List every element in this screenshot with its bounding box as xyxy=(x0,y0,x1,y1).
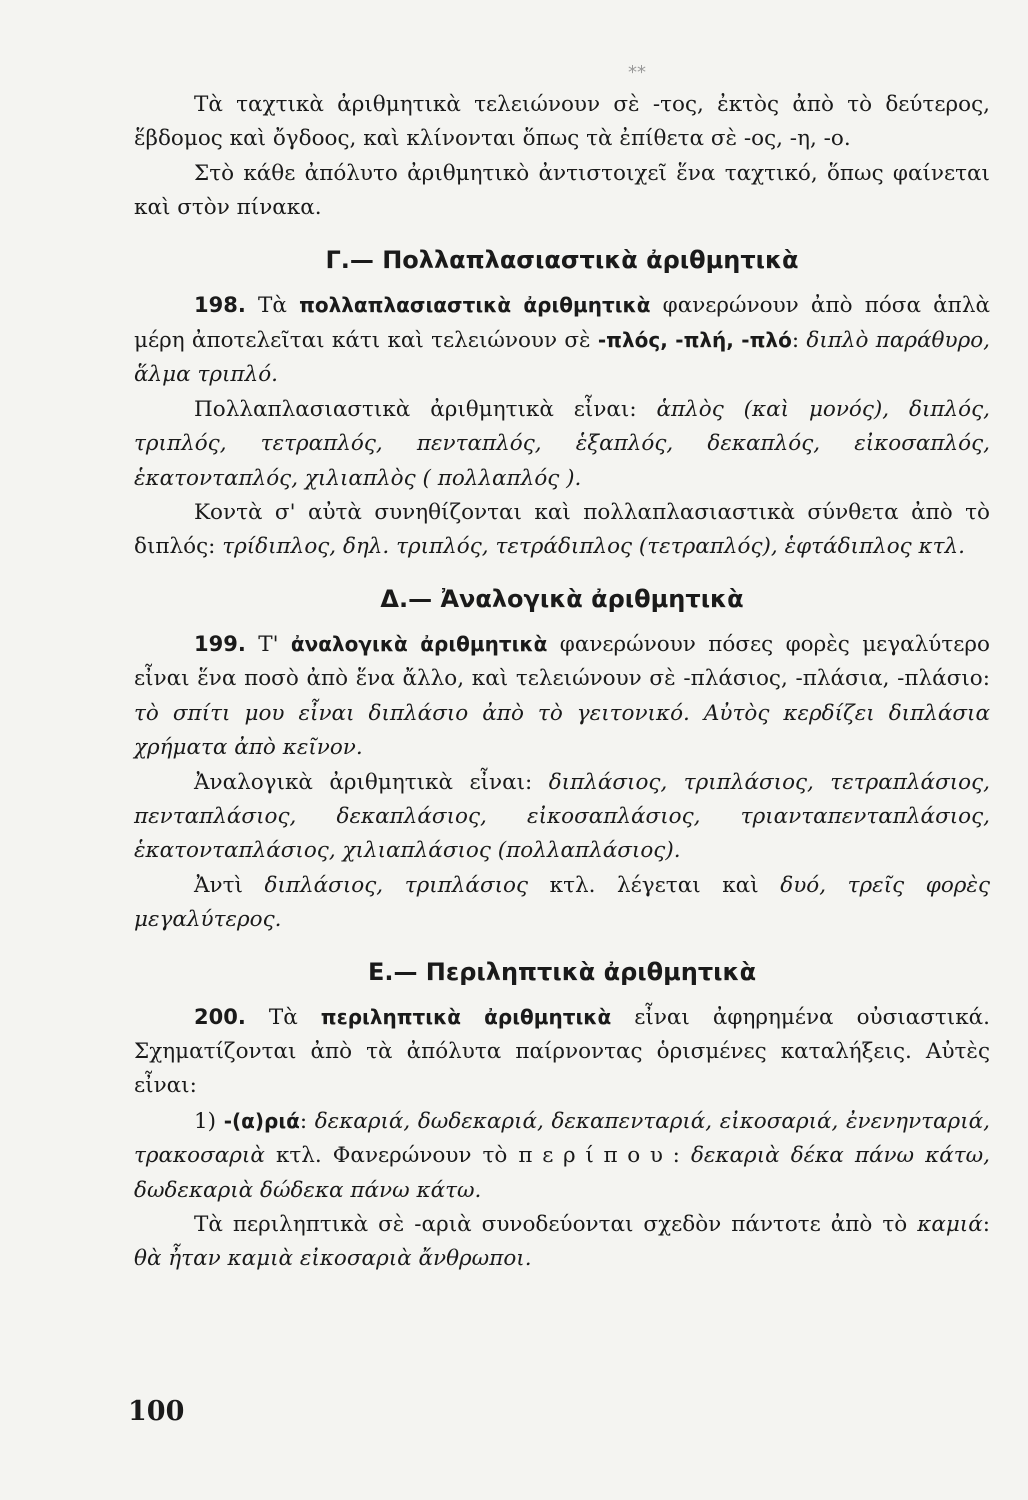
text: Πολλαπλασιαστικὰ ἀριθμητικὰ εἶναι: xyxy=(194,396,637,422)
list-italic: δεκαριά, δωδεκαριά, δεκαπενταριά, εἰκοσαριά, ἐνενηνταριά, τρακοσαριὰ xyxy=(134,1108,990,1169)
text: φανερώνουν πόσες φορὲς μεγαλύτερο εἶναι ἕνα ποσὸ ἀπὸ ἕνα ἄλλο, καὶ τελειώνουν σὲ -πλάσιος, -πλάσια, -πλάσιο: xyxy=(134,631,990,692)
italic-word: καμιά xyxy=(917,1211,983,1237)
section-heading-multiplicative: Γ.— Πολλαπλασιαστικὰ ἀριθμητικὰ xyxy=(325,245,799,274)
term-bold: περιληπτικὰ ἀριθμητικὰ xyxy=(320,1004,612,1029)
ending-bold: -(α)ριά xyxy=(223,1108,300,1133)
text: εἶναι ἀφηρημένα οὐσιαστικά. Σχηματίζονται ἀπὸ τὰ ἀπόλυτα παίρνοντας ὁρισμένες καταλήξεις. Αὐτὲς εἶναι: xyxy=(134,1004,990,1099)
text: κτλ. λέγεται καὶ xyxy=(549,872,759,898)
examples-italic: τρίδιπλος, δηλ. τριπλός, τετράδιπλος (τετραπλός), ἑφτάδιπλος κτλ. xyxy=(222,534,965,560)
list-italic: ἁπλὸς (καὶ μονός), διπλός, τριπλός, τετραπλός, πενταπλός, ἑξαπλός, δεκαπλός, εἰκοσαπλός, ἑκατονταπλός, χιλιαπλὸς ( πολλαπλός ). xyxy=(134,396,990,491)
colon: : xyxy=(791,328,800,354)
paragraph-198 xyxy=(134,288,990,393)
paragraph-number: 200. xyxy=(194,1004,246,1029)
paragraph-200-note xyxy=(134,1208,990,1277)
examples-italic: τὸ σπίτι μου εἶναι διπλάσιο ἀπὸ τὸ γειτονικό. Αὐτὸς κερδίζει διπλάσια χρήματα ἀπὸ κεῖνον. xyxy=(134,700,990,761)
text: Τὰ περιληπτικὰ σὲ -αριὰ συνοδεύονται σχεδὸν πάντοτε ἀπὸ τὸ xyxy=(194,1211,908,1237)
colon: : xyxy=(299,1108,308,1134)
paragraph-number: 199. xyxy=(194,631,246,656)
page-body xyxy=(134,88,990,1277)
endings-bold: -πλός, -πλή, -πλό xyxy=(597,328,792,353)
intro-paragraph-1: Τὰ ταχτικὰ ἀριθμητικὰ τελειώνουν σὲ -τος, ἐκτὸς ἀπὸ τὸ δεύτερος, ἕβδομος καὶ ὄγδοος, καὶ κλίνονται ὅπως τὰ ἐπίθετα σὲ -ος, -η, -ο. xyxy=(134,92,990,152)
section-heading-proportional: Δ.— Ἀναλογικὰ ἀριθμητικὰ xyxy=(380,584,744,613)
term-bold: ἀναλογικὰ ἀριθμητικὰ xyxy=(290,631,548,656)
paragraph-200-item-1 xyxy=(134,1104,990,1208)
page-number: 100 xyxy=(128,1396,185,1427)
text: Ἀντὶ xyxy=(194,872,243,898)
term-bold: πολλαπλασιαστικὰ ἀριθμητικὰ xyxy=(299,292,651,317)
colon: : xyxy=(672,1143,680,1169)
examples-italic: δεκαριὰ δέκα πάνω κάτω, δωδεκαριὰ δώδεκα πάνω κάτω. xyxy=(134,1143,991,1203)
paragraph-199-alt xyxy=(134,869,990,938)
intro-paragraph-2: Στὸ κάθε ἀπόλυτο ἀριθμητικὸ ἀντιστοιχεῖ ἕνα ταχτικό, ὅπως φαίνεται καὶ στὸν πίνακα. xyxy=(134,160,990,221)
paragraph-199 xyxy=(134,627,990,766)
text: κτλ. Φανερώνουν τὸ xyxy=(275,1143,508,1169)
colon: : xyxy=(982,1211,991,1237)
text: Κοντὰ σ' αὐτὰ συνηθίζονται καὶ πολλαπλασιαστικὰ σύνθετα ἀπὸ τὸ διπλός: xyxy=(134,500,990,560)
examples-italic: δυό, τρεῖς φορὲς μεγαλύτερος. xyxy=(134,872,990,933)
text: φανερώνουν ἀπὸ πόσα ἁπλὰ μέρη ἀποτελεῖται κάτι καὶ τελειώνουν σὲ xyxy=(134,292,990,354)
examples-italic: θὰ ἦταν καμιὰ εἰκοσαριὰ ἄνθρωποι. xyxy=(134,1246,532,1272)
item-number: 1) xyxy=(194,1108,217,1134)
text: Τ' xyxy=(258,631,279,657)
paragraph-200 xyxy=(134,1000,990,1104)
list-italic: διπλάσιος, τριπλάσιος, τετραπλάσιος, πενταπλάσιος, δεκαπλάσιος, εἰκοσαπλάσιος, τριανταπενταπλάσιος, ἑκατονταπλάσιος, χιλιαπλάσιος (πολλαπλάσιος). xyxy=(134,769,990,864)
top-mark: ** xyxy=(628,62,646,83)
text: Τὰ xyxy=(268,1004,298,1030)
text: Ἀναλογικὰ ἀριθμητικὰ εἶναι: xyxy=(194,769,533,795)
text: Τὰ xyxy=(258,292,287,318)
paragraph-199-list xyxy=(134,766,990,869)
italic-words: διπλάσιος, τριπλάσιος xyxy=(264,872,529,898)
spaced-word: περίπου xyxy=(518,1143,673,1169)
examples-italic: διπλὸ παράθυρο, ἅλμα τριπλό. xyxy=(134,328,990,388)
paragraph-198-list xyxy=(134,393,990,496)
paragraph-number: 198. xyxy=(194,292,246,317)
paragraph-198-compounds xyxy=(134,496,990,565)
section-heading-collective: Ε.— Περιληπτικὰ ἀριθμητικὰ xyxy=(367,957,757,986)
